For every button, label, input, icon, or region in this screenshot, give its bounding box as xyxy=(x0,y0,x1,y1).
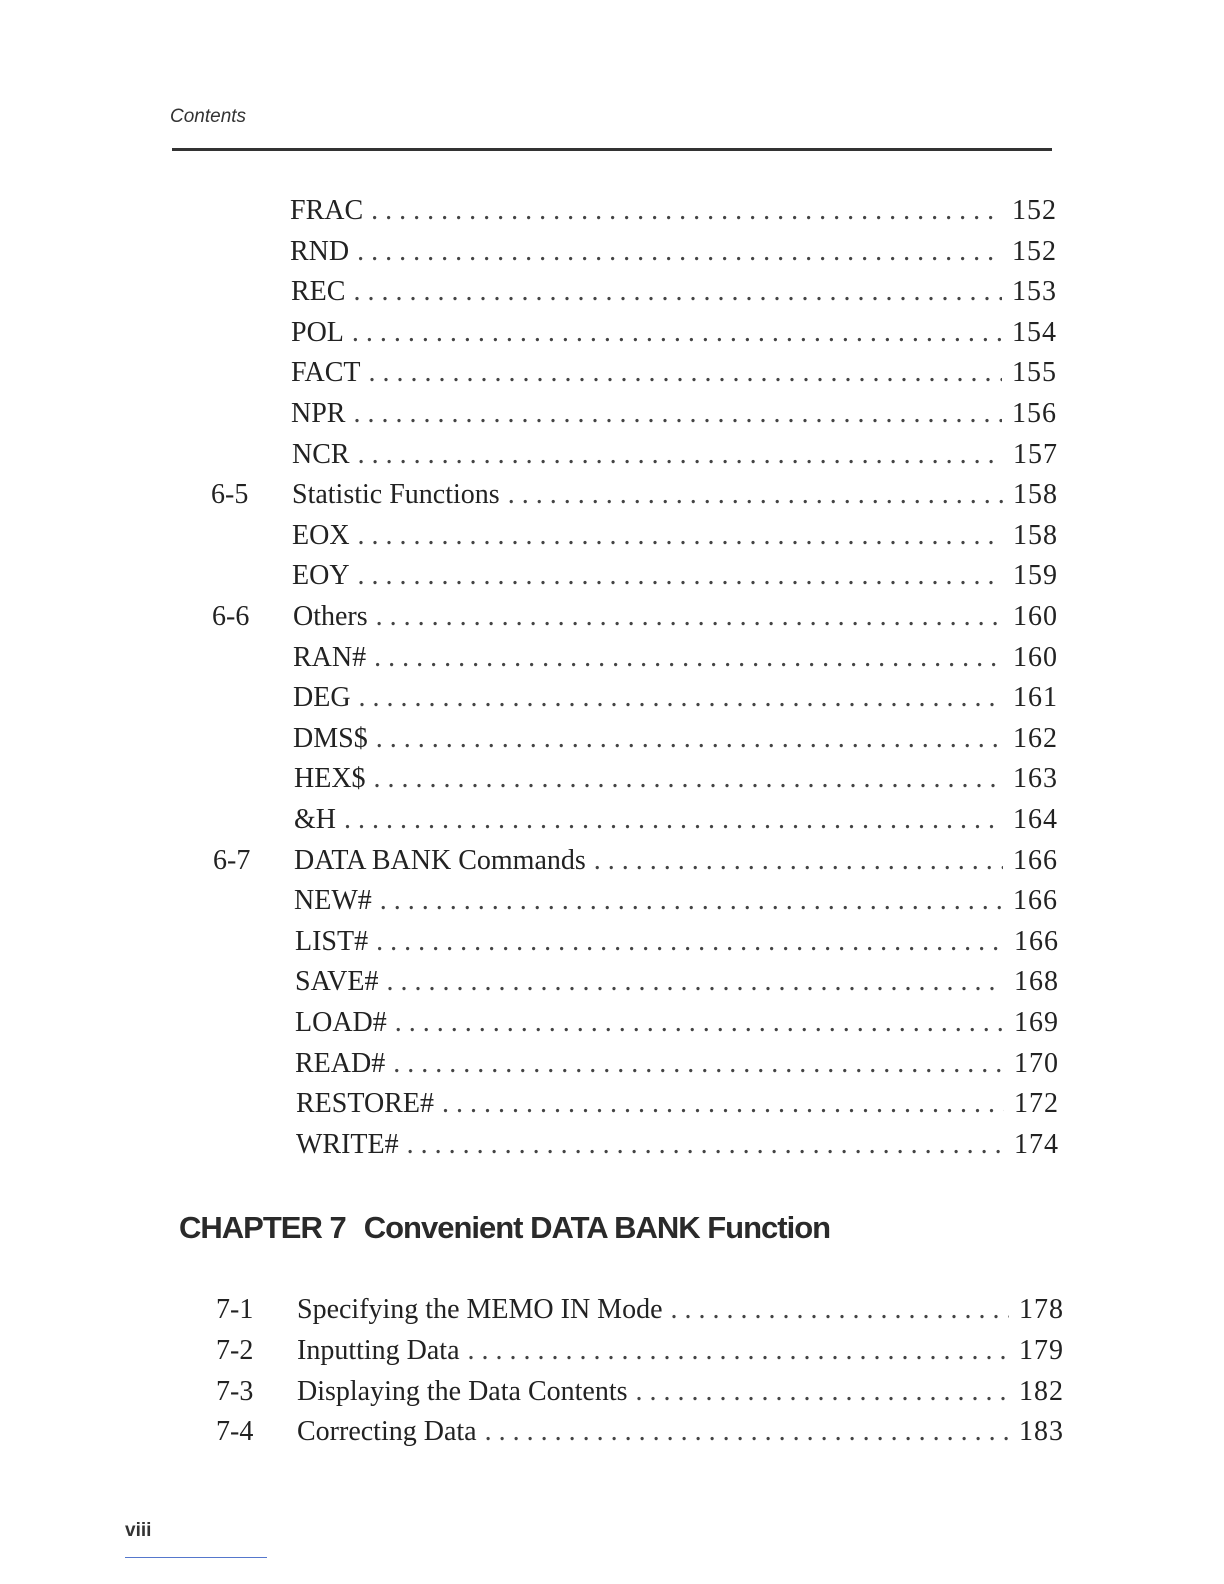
toc-entry-page: 159 xyxy=(1013,560,1058,591)
dot-leader xyxy=(376,600,1003,634)
toc-entry-number: 6-5 xyxy=(211,479,249,510)
toc-entry-title: SAVE# xyxy=(295,966,379,997)
toc-entry-page: 152 xyxy=(1012,236,1057,267)
toc-entry-page: 178 xyxy=(1019,1294,1064,1325)
dot-leader xyxy=(395,1006,1004,1040)
toc-entry-page: 170 xyxy=(1014,1048,1059,1079)
toc-entry xyxy=(212,559,1058,593)
toc-entry-title: POL xyxy=(291,317,344,348)
toc-entry-page: 158 xyxy=(1013,479,1058,510)
toc-entry-title: EOY xyxy=(292,560,350,591)
chapter-title: Convenient DATA BANK Function xyxy=(363,1210,831,1245)
toc-entry xyxy=(214,1087,1059,1121)
dot-leader xyxy=(353,397,1002,431)
toc-entry-title: NEW# xyxy=(294,885,372,916)
footer-rule xyxy=(125,1557,267,1558)
page-number: viii xyxy=(125,1520,152,1541)
toc-entry xyxy=(212,722,1058,756)
toc-entry-title: LIST# xyxy=(295,926,369,957)
toc-entry xyxy=(213,884,1058,918)
toc-entry-page: 174 xyxy=(1014,1129,1059,1160)
toc-entry-page: 162 xyxy=(1013,723,1058,754)
dot-leader xyxy=(376,925,1004,959)
dot-leader xyxy=(344,803,1003,837)
running-header: Contents xyxy=(170,106,247,127)
dot-leader xyxy=(371,194,1002,228)
toc-entry-number: 6-6 xyxy=(212,601,250,632)
dot-leader xyxy=(442,1087,1004,1121)
toc-entry-page: 166 xyxy=(1013,845,1058,876)
dot-leader xyxy=(508,478,1003,512)
toc-entry-page: 155 xyxy=(1012,357,1057,388)
toc-entry-title: DEG xyxy=(293,682,351,713)
toc-entry-page: 179 xyxy=(1019,1335,1064,1366)
toc-entry-title: Inputting Data xyxy=(297,1335,460,1366)
toc-entry-page: 166 xyxy=(1014,926,1059,957)
toc-entry-page: 169 xyxy=(1014,1007,1059,1038)
toc-entry-title: Statistic Functions xyxy=(292,479,500,510)
dot-leader xyxy=(376,722,1003,756)
toc-entry xyxy=(210,194,1057,228)
dot-leader xyxy=(380,884,1003,918)
toc-entry-page: 163 xyxy=(1013,763,1058,794)
toc-entry xyxy=(216,1293,1064,1327)
toc-entry xyxy=(212,600,1058,634)
toc-entry xyxy=(214,1047,1059,1081)
dot-leader xyxy=(485,1415,1009,1449)
toc-entry-title: LOAD# xyxy=(295,1007,387,1038)
toc-entry-page: 156 xyxy=(1012,398,1057,429)
toc-entry xyxy=(210,275,1057,309)
dot-leader xyxy=(374,641,1003,675)
toc-entry-title: FRAC xyxy=(290,195,364,226)
dot-leader xyxy=(359,681,1003,715)
toc-entry-page: 157 xyxy=(1013,439,1058,470)
toc-entry xyxy=(214,1128,1059,1162)
toc-entry-title: HEX$ xyxy=(294,763,366,794)
dot-leader xyxy=(358,519,1003,553)
toc-entry-page: 153 xyxy=(1012,276,1057,307)
toc-entry xyxy=(212,681,1058,715)
chapter-heading xyxy=(179,1210,830,1246)
toc-entry-page: 172 xyxy=(1014,1088,1059,1119)
toc-entry-page: 158 xyxy=(1013,520,1058,551)
toc-entry-number: 6-7 xyxy=(213,845,251,876)
toc-entry-title: DMS$ xyxy=(293,723,368,754)
toc-entry-number: 7-2 xyxy=(216,1335,254,1366)
toc-entry-page: 166 xyxy=(1013,885,1058,916)
toc-entry-page: 164 xyxy=(1013,804,1058,835)
toc-entry-title: REC xyxy=(291,276,346,307)
toc-entry xyxy=(216,1375,1064,1409)
toc-entry xyxy=(213,803,1058,837)
toc-entry xyxy=(211,316,1057,350)
toc-entry-page: 161 xyxy=(1013,682,1058,713)
toc-entry xyxy=(216,1415,1064,1449)
toc-entry xyxy=(213,844,1058,878)
toc-entry-number: 7-3 xyxy=(216,1376,254,1407)
toc-entry xyxy=(211,519,1058,553)
toc-entry-title: NCR xyxy=(292,439,350,470)
toc-entry xyxy=(211,478,1058,512)
dot-leader xyxy=(407,1128,1004,1162)
toc-entry-page: 154 xyxy=(1012,317,1057,348)
toc-entry-title: WRITE# xyxy=(296,1129,399,1160)
toc-entry-title: RESTORE# xyxy=(296,1088,434,1119)
toc-entry xyxy=(216,1334,1064,1368)
toc-entry-title: Others xyxy=(293,601,368,632)
dot-leader xyxy=(352,316,1002,350)
toc-entry xyxy=(211,397,1057,431)
toc-entry-page: 160 xyxy=(1013,601,1058,632)
toc-entry xyxy=(212,641,1058,675)
toc-entry xyxy=(213,925,1059,959)
toc-entry-page: 160 xyxy=(1013,642,1058,673)
toc-entry-title: NPR xyxy=(291,398,346,429)
dot-leader xyxy=(357,235,1002,269)
dot-leader xyxy=(387,965,1004,999)
chapter-number: CHAPTER 7 xyxy=(179,1210,346,1245)
dot-leader xyxy=(594,844,1003,878)
dot-leader xyxy=(358,559,1003,593)
toc-entry-title: Correcting Data xyxy=(297,1416,477,1447)
toc-entry-title: EOX xyxy=(292,520,350,551)
dot-leader xyxy=(353,275,1002,309)
dot-leader xyxy=(671,1293,1009,1327)
toc-entry xyxy=(213,1006,1059,1040)
toc-entry-number: 7-1 xyxy=(216,1294,254,1325)
toc-entry-page: 168 xyxy=(1014,966,1059,997)
toc-entry-page: 183 xyxy=(1019,1416,1064,1447)
toc-entry-title: DATA BANK Commands xyxy=(294,845,586,876)
dot-leader xyxy=(369,356,1003,390)
toc-entry xyxy=(212,762,1058,796)
toc-entry-title: RAN# xyxy=(293,642,367,673)
dot-leader xyxy=(374,762,1003,796)
dot-leader xyxy=(636,1375,1009,1409)
toc-entry-title: &H xyxy=(294,804,336,835)
toc-entry xyxy=(211,438,1058,472)
toc-entry-title: RND xyxy=(290,236,350,267)
toc-entry xyxy=(210,235,1057,269)
dot-leader xyxy=(358,438,1003,472)
toc-entry-page: 152 xyxy=(1012,195,1057,226)
toc-entry-title: FACT xyxy=(291,357,361,388)
dot-leader xyxy=(393,1047,1004,1081)
toc-entry xyxy=(213,965,1059,999)
toc-entry-page: 182 xyxy=(1019,1376,1064,1407)
dot-leader xyxy=(468,1334,1009,1368)
toc-entry-title: Displaying the Data Contents xyxy=(297,1376,628,1407)
toc-entry-number: 7-4 xyxy=(216,1416,254,1447)
toc-entry-title: Specifying the MEMO IN Mode xyxy=(297,1294,663,1325)
toc-entry-title: READ# xyxy=(295,1048,386,1079)
toc-entry xyxy=(211,356,1057,390)
